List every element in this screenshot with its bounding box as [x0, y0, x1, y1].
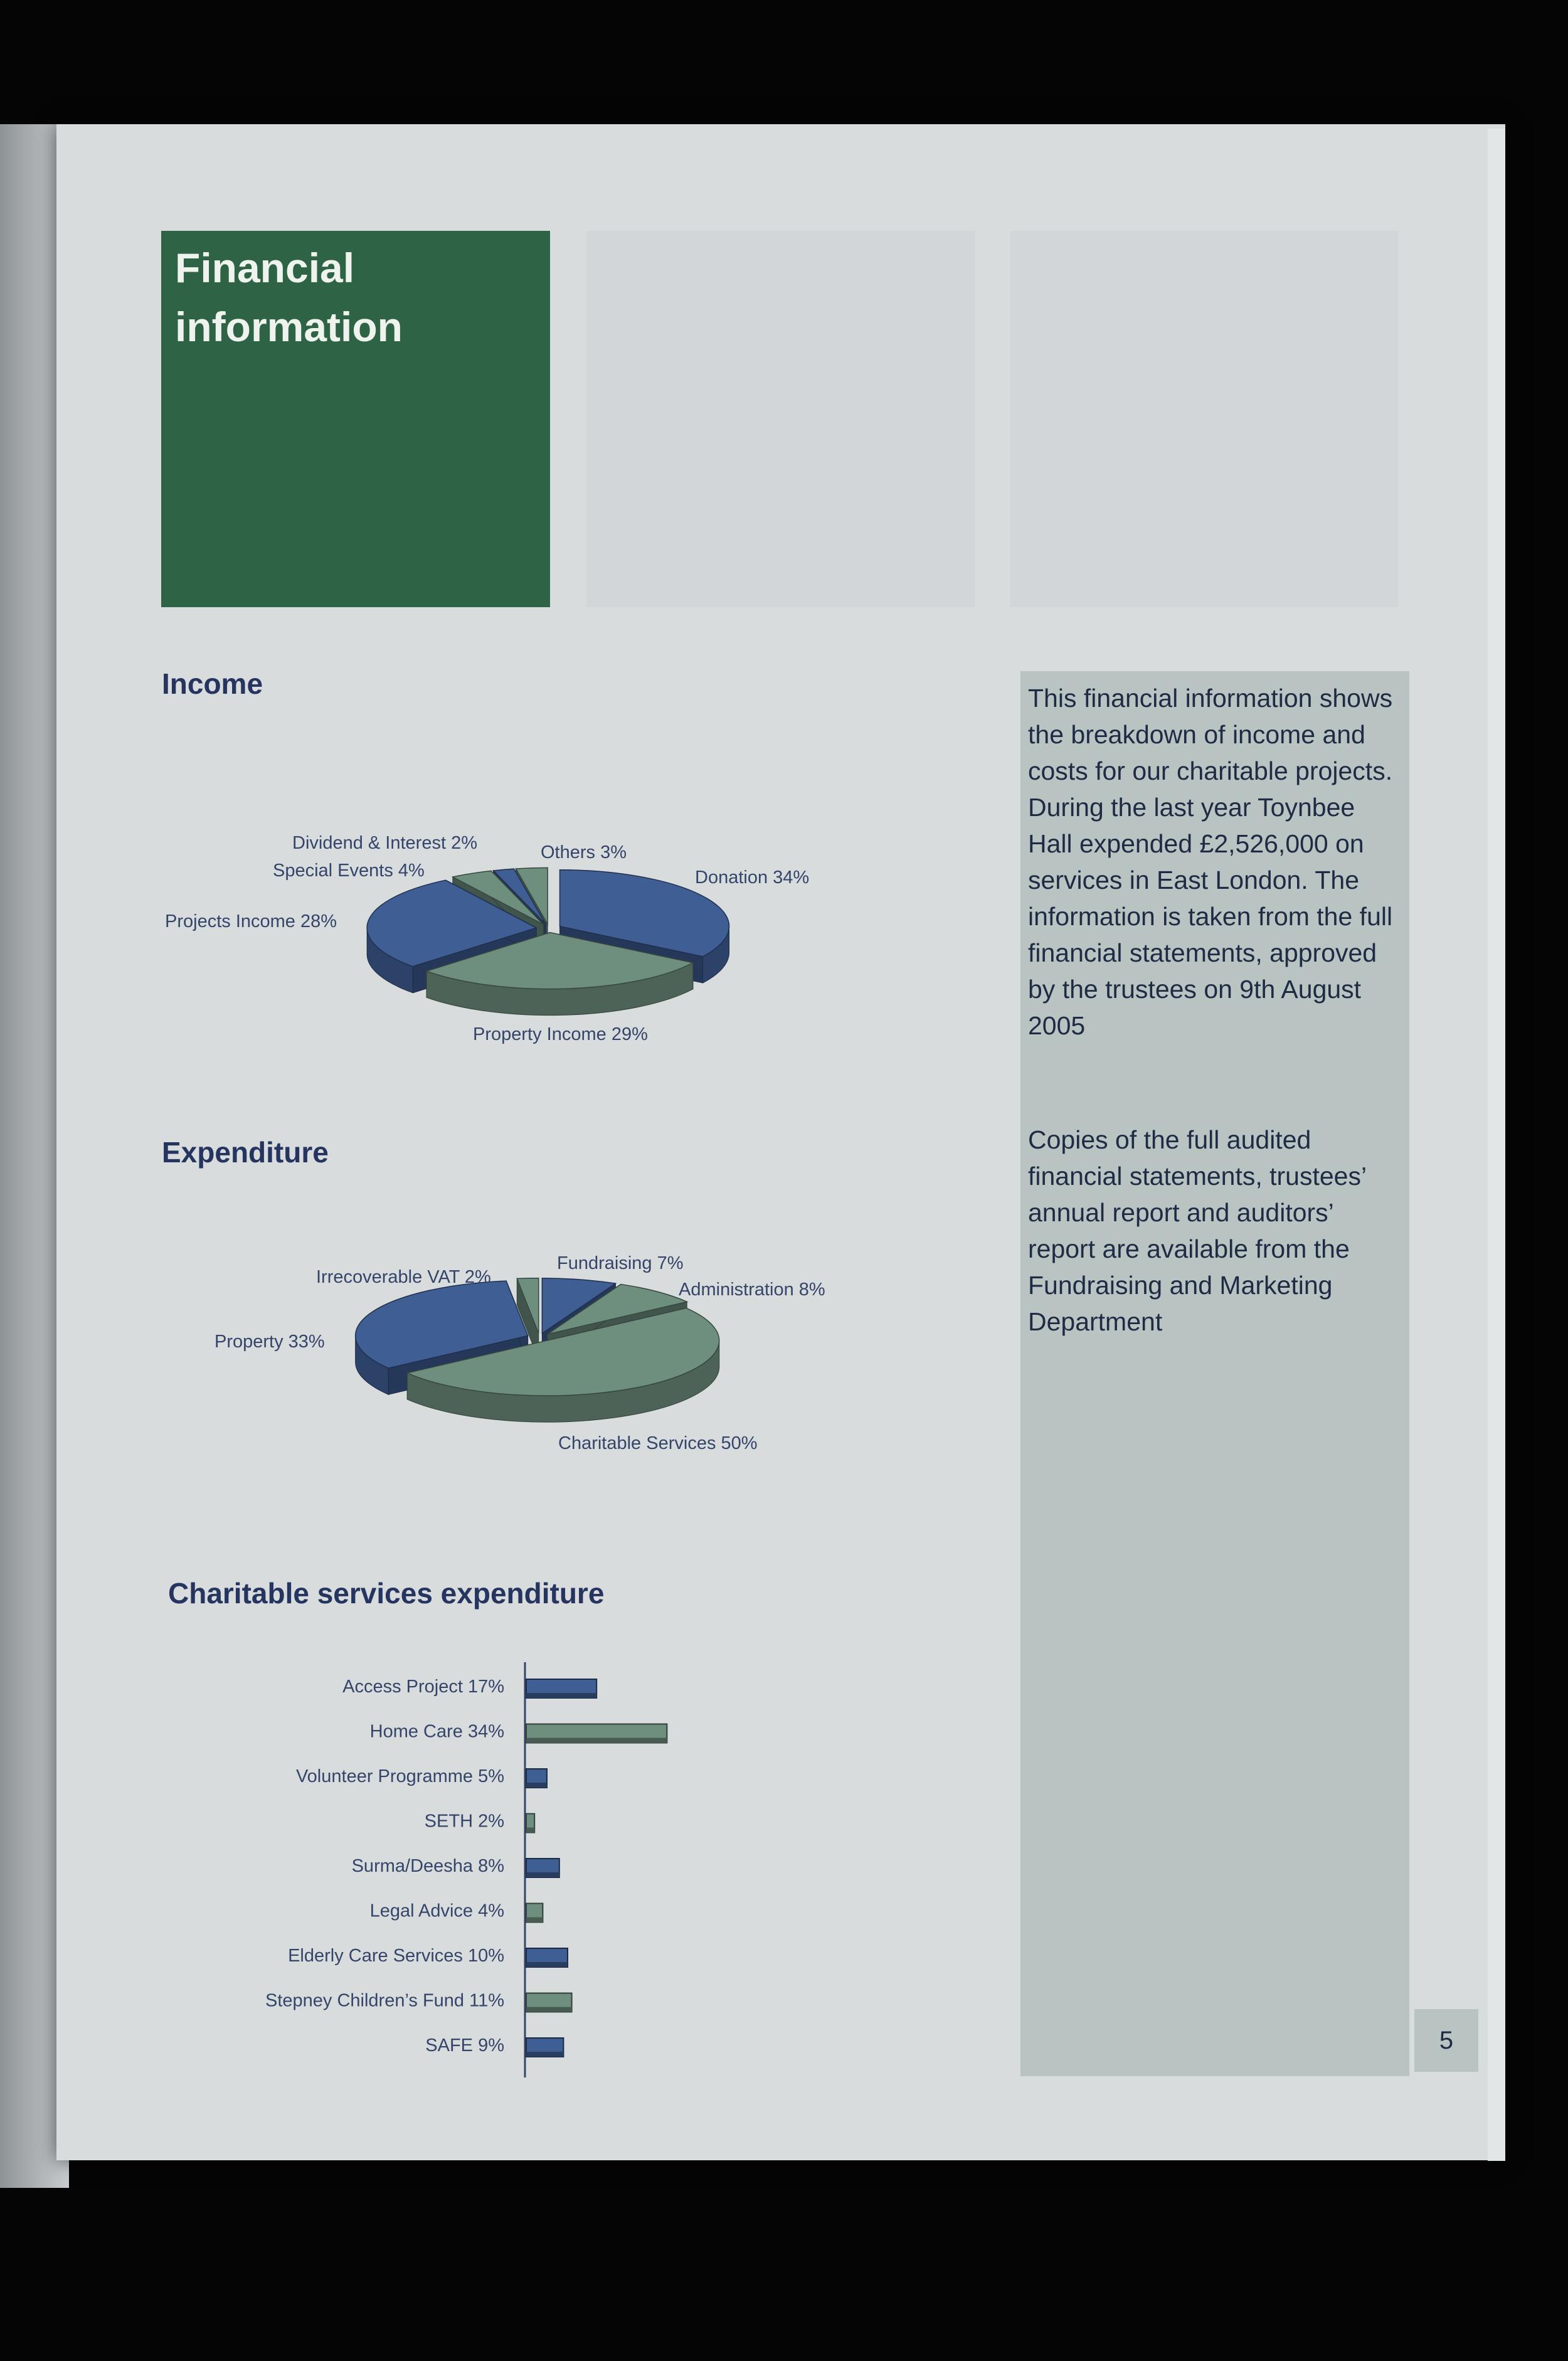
income-label-dividend: Dividend & Interest 2%: [292, 833, 477, 853]
bar-shadow: [526, 1693, 596, 1698]
bar-label: Home Care 34%: [369, 1721, 504, 1742]
bar-row: [288, 1946, 568, 1967]
bar-label: Legal Advice 4%: [369, 1901, 504, 1921]
bar-label: Stepney Children’s Fund 11%: [265, 1990, 504, 2011]
income-pie-chart: [165, 833, 809, 1044]
bar-shadow: [526, 2007, 572, 2012]
bar-row: [370, 1901, 543, 1923]
bar-label: Access Project 17%: [342, 1677, 504, 1697]
sidebar-paragraph-intro: This financial information shows the breakdown of income and costs for our charitable projects. During the last year Toynbee Hall expended £2,526,000 on services in East London. The information is taken from the full financial statements, approved by the trustees on 9th August 2005: [1028, 684, 1393, 1040]
page-title: Financial information: [175, 245, 403, 350]
income-label-projects: Projects Income 28%: [165, 911, 337, 931]
income-label-donation: Donation 34%: [695, 867, 810, 888]
bar-label: SAFE 9%: [425, 2035, 504, 2056]
income-heading: Income: [162, 667, 263, 700]
bar-shadow: [526, 1918, 543, 1923]
bar-row: [370, 1722, 667, 1743]
bar-row: [352, 1856, 559, 1877]
bar-row: [342, 1677, 596, 1698]
bar-shadow: [526, 2052, 563, 2057]
bar-shadow: [526, 1828, 534, 1833]
expenditure-label-vat: Irrecoverable VAT 2%: [316, 1267, 491, 1287]
bar-row: [296, 1766, 547, 1788]
charitable-bar-chart: [265, 1662, 667, 2077]
charitable-services-heading: Charitable services expenditure: [168, 1577, 605, 1610]
bar-label: Surma/Deesha 8%: [351, 1856, 504, 1876]
income-label-others: Others 3%: [541, 842, 627, 862]
income-label-property: Property Income 29%: [473, 1024, 648, 1044]
bar-shadow: [526, 1962, 568, 1967]
bar-shadow: [526, 1872, 559, 1877]
page-number: 5: [1414, 2009, 1478, 2072]
sidebar-paragraph-copies: Copies of the full audited financial statements, trustees’ annual report and auditors’ report are available from the Fundraising and Marketing Department: [1028, 1125, 1366, 1336]
bar-label: SETH 2%: [424, 1811, 504, 1832]
expenditure-label-fundraising: Fundraising 7%: [557, 1253, 684, 1273]
expenditure-label-charitable: Charitable Services 50%: [558, 1433, 758, 1453]
bar-label: Elderly Care Services 10%: [288, 1946, 504, 1966]
expenditure-label-property: Property 33%: [215, 1332, 325, 1352]
bar-row: [425, 1812, 535, 1833]
bar-shadow: [526, 1738, 667, 1743]
bar-shadow: [526, 1783, 547, 1788]
expenditure-label-administration: Administration 8%: [679, 1280, 825, 1300]
bar-row: [265, 1991, 572, 2012]
bar-label: Volunteer Programme 5%: [295, 1766, 504, 1786]
expenditure-heading: Expenditure: [162, 1136, 329, 1169]
income-label-special-events: Special Events 4%: [273, 861, 425, 881]
bar-row: [425, 2035, 563, 2057]
expenditure-pie-chart: [215, 1253, 825, 1453]
